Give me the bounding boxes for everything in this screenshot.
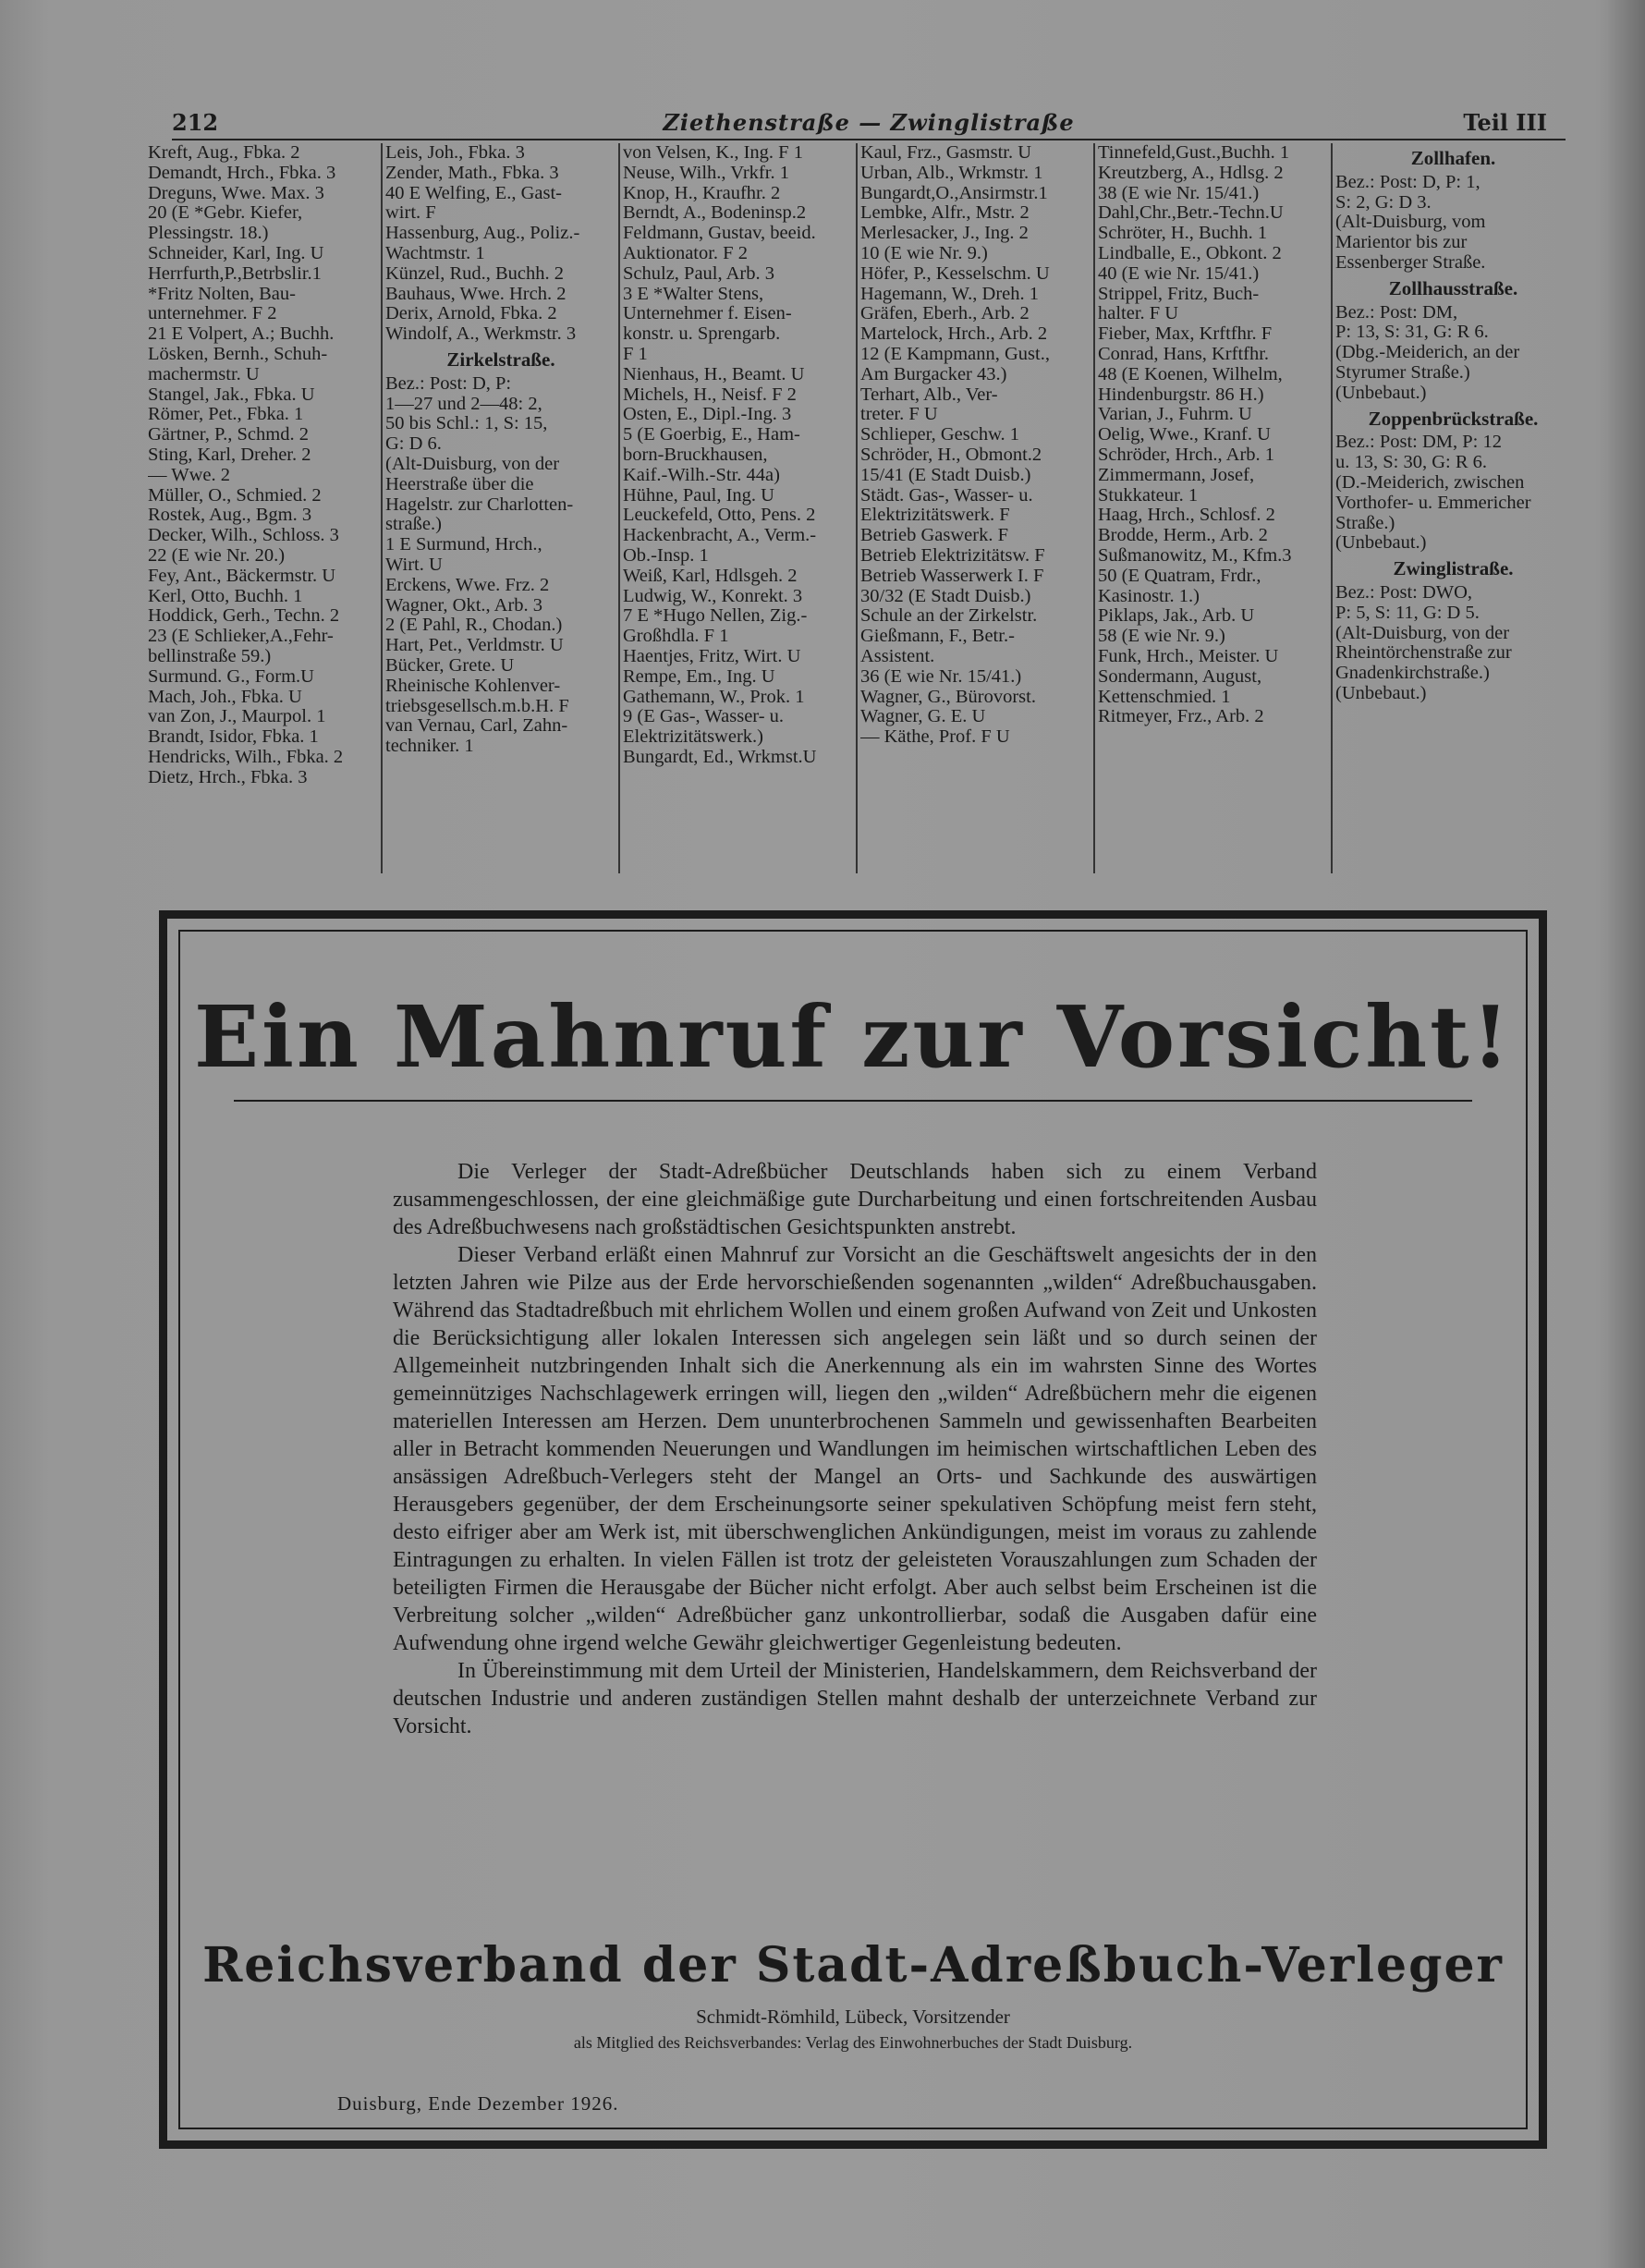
directory-entry: Zender, Math., Fbka. 3 (385, 163, 559, 183)
street-description: Vorthofer- u. Emmericher (1335, 493, 1531, 513)
directory-entry: unternehmer. F 2 (148, 304, 277, 324)
street-description: Hagelstr. zur Charlotten- (385, 494, 574, 515)
directory-entry: Conrad, Hans, Krftfhr. (1098, 344, 1270, 364)
running-title: Ziethenstraße — Zwinglistraße (663, 109, 1075, 136)
column-divider (856, 143, 858, 873)
directory-entry: Assistent. (860, 646, 935, 666)
directory-entry: 30/32 (E Stadt Duisb.) (860, 586, 1031, 606)
directory-entry: Michels, H., Neisf. F 2 (623, 384, 797, 405)
street-heading: Zirkelstraße. (446, 348, 555, 371)
notice-paragraph: Die Verleger der Stadt-Adreßbücher Deutschlands haben sich zu einem Verband zusammengeschlossen, der eine gleichmäßige gute Durcharbeitung und einen fortschreitenden Ausbau des Adreßbuchwesens nach großstädtischen Gesichtspunkten anstrebt. (393, 1160, 1317, 1239)
directory-entry: Betrieb Elektrizitätsw. F (860, 545, 1045, 566)
notice-paragraph: Dieser Verband erläßt einen Mahnruf zur Vorsicht an die Geschäftswelt angesichts der in den letzten Jahren wie Pilze aus der Erde hervorschießenden sogenannten „wilden“ Adreßbuchausgaben. Während das Stadtadreßbuch mit ehrlichem Wollen und einem großen Aufwand von Zeit und Unkosten die Berücksichtigung aller lokalen Interessen sich angelegen sein läßt und so durch seinen der Allgemeinheit nutzbringenden Inhalt sich die Anerkennung als ein im wahrsten Sinne des Wortes gemeinnütziges Nachschlagewerk erringen will, liegen den „wilden“ Adreßbüchern mehr die eigenen materiellen Interessen am Herzen. Dem ununterbrochenen Sammeln und gewissenhaften Bearbeiten aller in Betracht kommenden Neuerungen und Wandlungen im heimischen wirtschaftlichen Leben des ansässigen Adreßbuch-Verlegers steht der Mangel an Orts- und Sachkunde des auswärtigen Herausgebers gegenüber, der dem Erscheinungsorte seiner spekulativen Schöpfung meist fern steht, desto eifriger aber am Werk ist, mit überschwenglichen Ankündigungen, meist im voraus zu zahlende Eintragungen zu erhalten. In vielen Fällen ist trotz der geleisteten Vorauszahlungen zum Schaden der beteiligten Firmen die Herausgabe der Bücher nicht erfolgt. Aber auch selbst beim Erscheinen ist die Verbreitung solcher „wilden“ Adreßbücher ganz unkontrollierbar, sodaß die Ausgaben dafür eine Aufwendung ohne irgend welche Gewähr gleichwertiger Gegenleistung bedeuten. (393, 1243, 1317, 1655)
street-description: u. 13, S: 30, G: R 6. (1335, 453, 1488, 473)
directory-entry: Elektrizitätswerk. F (860, 506, 1010, 526)
street-heading: Zollhausstraße. (1388, 276, 1518, 299)
directory-entry: Wirt. U (385, 555, 443, 575)
directory-entry: Wagner, G., Bürovorst. (860, 687, 1036, 707)
street-description: (Unbebaut.) (1335, 533, 1427, 554)
directory-entry: Merlesacker, J., Ing. 2 (860, 224, 1029, 244)
directory-entry: 22 (E wie Nr. 20.) (148, 545, 286, 566)
directory-entry: Windolf, A., Werkmstr. 3 (385, 324, 577, 345)
directory-entry: 36 (E wie Nr. 15/41.) (860, 666, 1022, 687)
directory-entry: Hackenbracht, A., Verm.- (623, 526, 817, 546)
directory-entry: triebsgesellsch.m.b.H. F (385, 696, 569, 716)
street-heading: Zwinglistraße. (1393, 557, 1514, 580)
directory-entry: 20 (E *Gebr. Kiefer, (148, 203, 303, 224)
directory-entry: 7 E *Hugo Nellen, Zig.- (623, 606, 808, 627)
street-description: S: 2, G: D 3. (1335, 192, 1432, 213)
organization-name: Reichsverband der Stadt-Adreßbuch-Verleger (202, 1937, 1504, 1994)
street-description: Bez.: Post: D, P: (385, 373, 512, 394)
street-description: straße.) (385, 515, 442, 535)
column-divider (618, 143, 620, 873)
directory-entry: Hagemann, W., Dreh. 1 (860, 284, 1039, 304)
street-heading: Zoppenbrückstraße. (1368, 407, 1539, 430)
directory-entry: Auktionator. F 2 (623, 243, 748, 263)
directory-entry: Unternehmer f. Eisen- (623, 304, 792, 324)
column-divider (1331, 143, 1333, 873)
directory-entry: 21 E Volpert, A.; Buchh. (148, 324, 335, 345)
street-description: Bez.: Post: DM, (1335, 302, 1458, 323)
directory-entry: 9 (E Gas-, Wasser- u. (623, 707, 785, 727)
directory-entry: Sußmanowitz, M., Kfm.3 (1098, 545, 1292, 566)
directory-entry: Erckens, Wwe. Frz. 2 (385, 575, 550, 595)
directory-entry: Leuckefeld, Otto, Pens. 2 (623, 506, 816, 526)
directory-entry: Haag, Hrch., Schlosf. 2 (1098, 506, 1275, 526)
directory-entry: Derix, Arnold, Fbka. 2 (385, 304, 557, 324)
column-divider (1093, 143, 1095, 873)
directory-entry: Bungardt,O.,Ansirmstr.1 (860, 183, 1048, 203)
street-description: G: D 6. (385, 434, 442, 455)
directory-entry: Höfer, P., Kesselschm. U (860, 263, 1050, 284)
street-heading: Zollhafen. (1410, 147, 1496, 169)
directory-entry: Osten, E., Dipl.-Ing. 3 (623, 405, 792, 425)
directory-entry: Funk, Hrch., Meister. U (1098, 646, 1279, 666)
directory-entry: Weiß, Karl, Hdlsgeh. 2 (623, 566, 798, 586)
directory-entry: Oelig, Wwe., Kranf. U (1098, 425, 1271, 445)
directory-entry: *Fritz Nolten, Bau- (148, 284, 296, 304)
directory-entry: Schulz, Paul, Arb. 3 (623, 263, 774, 284)
directory-entry: Haentjes, Fritz, Wirt. U (623, 646, 801, 666)
column-divider (381, 143, 383, 873)
directory-entry: Gärtner, P., Schmd. 2 (148, 425, 309, 445)
directory-entry: Ludwig, W., Konrekt. 3 (623, 586, 803, 606)
directory-entry: Fey, Ant., Bäckermstr. U (148, 566, 336, 586)
directory-entry: Rostek, Aug., Bgm. 3 (148, 506, 312, 526)
directory-entry: Schule an der Zirkelstr. (860, 606, 1038, 627)
directory-entry: 38 (E wie Nr. 15/41.) (1098, 183, 1260, 203)
directory-entry: Demandt, Hrch., Fbka. 3 (148, 163, 336, 183)
directory-column-6 (1335, 143, 1571, 873)
directory-entry: Urban, Alb., Wrkmstr. 1 (860, 163, 1043, 183)
directory-entry: Fieber, Max, Krftfhr. F (1098, 324, 1273, 345)
directory-entry: Rheinische Kohlenver- (385, 676, 561, 696)
directory-entry: Lösken, Bernh., Schuh- (148, 344, 328, 364)
directory-entry: Neuse, Wilh., Vrkfr. 1 (623, 163, 789, 183)
directory-entry: Kreft, Aug., Fbka. 2 (148, 143, 300, 163)
directory-column-1 (148, 143, 379, 873)
directory-entry: 1 E Surmund, Hrch., (385, 535, 542, 555)
directory-entry: Ob.-Insp. 1 (623, 545, 709, 566)
directory-entry: Varian, J., Fuhrm. U (1098, 405, 1252, 425)
directory-entry: 40 E Welfing, E., Gast- (385, 183, 562, 203)
directory-entry: Schröter, H., Buchh. 1 (1098, 224, 1268, 244)
directory-entry: Kreutzberg, A., Hdlsg. 2 (1098, 163, 1284, 183)
directory-entry: Herrfurth,P.,Betrbslir.1 (148, 263, 322, 284)
directory-entry: Hindenburgstr. 86 H.) (1098, 384, 1264, 405)
directory-entry: Künzel, Rud., Buchh. 2 (385, 263, 565, 284)
chairman-line: Schmidt-Römhild, Lübeck, Vorsitzender (696, 2006, 1010, 2028)
street-description: (Alt-Duisburg, vom (1335, 213, 1486, 233)
directory-column-3 (623, 143, 854, 873)
directory-entry: Schröder, Hrch., Arb. 1 (1098, 445, 1275, 465)
directory-entry: Hühne, Paul, Ing. U (623, 485, 774, 506)
directory-column-4 (860, 143, 1091, 873)
directory-entry: 12 (E Kampmann, Gust., (860, 344, 1050, 364)
page-number: 212 (172, 109, 219, 136)
directory-column-5 (1098, 143, 1329, 873)
directory-entry: Hendricks, Wilh., Fbka. 2 (148, 747, 344, 767)
directory-entry: Kerl, Otto, Buchh. 1 (148, 586, 303, 606)
directory-entry: Decker, Wilh., Schloss. 3 (148, 526, 339, 546)
directory-entry: Nienhaus, H., Beamt. U (623, 364, 805, 384)
directory-entry: Wagner, Okt., Arb. 3 (385, 595, 543, 616)
directory-entry: von Velsen, K., Ing. F 1 (623, 143, 803, 163)
directory-entry: konstr. u. Sprengarb. (623, 324, 781, 345)
directory-entry: Brodde, Herm., Arb. 2 (1098, 526, 1268, 546)
street-description: 1—27 und 2—48: 2, (385, 394, 542, 414)
directory-entry: Gathemann, W., Prok. 1 (623, 687, 805, 707)
directory-entry: treter. F U (860, 405, 938, 425)
directory-entry: 15/41 (E Stadt Duisb.) (860, 465, 1031, 485)
directory-entry: Berndt, A., Bodeninsp.2 (623, 203, 807, 224)
street-description: (Unbebaut.) (1335, 683, 1427, 703)
street-description: (Alt-Duisburg, von der (1335, 623, 1510, 643)
directory-entry: 10 (E wie Nr. 9.) (860, 243, 988, 263)
street-description: Marientor bis zur (1335, 233, 1468, 253)
directory-entry: Kaul, Frz., Gasmstr. U (860, 143, 1032, 163)
directory-entry: — Käthe, Prof. F U (860, 727, 1010, 748)
directory-entry: Müller, O., Schmied. 2 (148, 485, 322, 506)
street-description: (Dbg.-Meiderich, an der (1335, 343, 1520, 363)
street-description: Bez.: Post: DM, P: 12 (1335, 433, 1502, 453)
directory-entry: Schneider, Karl, Ing. U (148, 243, 324, 263)
directory-entry: Surmund. G., Form.U (148, 666, 314, 687)
page-header (172, 105, 1566, 140)
directory-entry: Martelock, Hrch., Arb. 2 (860, 324, 1048, 345)
notice-box (159, 910, 1547, 2149)
directory-entry: born-Bruckhausen, (623, 445, 768, 465)
directory-entry: wirt. F (385, 203, 436, 224)
directory-entry: Mach, Joh., Fbka. U (148, 687, 302, 707)
directory-entry: 58 (E wie Nr. 9.) (1098, 627, 1225, 647)
place-date: Duisburg, Ende Dezember 1926. (337, 2092, 619, 2115)
directory-entry: F 1 (623, 344, 648, 364)
notice-title: Ein Mahnruf zur Vorsicht! (193, 987, 1513, 1087)
directory-entry: Zimmermann, Josef, (1098, 465, 1255, 485)
directory-entry: Stangel, Jak., Fbka. U (148, 384, 315, 405)
directory-entry: 23 (E Schlieker,A.,Fehr- (148, 627, 334, 647)
directory-entry: Betrieb Wasserwerk I. F (860, 566, 1044, 586)
directory-entry: van Zon, J., Maurpol. 1 (148, 707, 326, 727)
directory-entry: 2 (E Pahl, R., Chodan.) (385, 616, 563, 636)
directory-entry: Tinnefeld,Gust.,Buchh. 1 (1098, 143, 1290, 163)
page-edge-shadow (1608, 0, 1645, 2268)
directory-entry: 3 E *Walter Stens, (623, 284, 764, 304)
directory-entry: machermstr. U (148, 364, 260, 384)
directory-entry: Wachtmstr. 1 (385, 243, 485, 263)
directory-entry: Stukkateur. 1 (1098, 485, 1199, 506)
member-line: als Mitglied des Reichsverbandes: Verlag des Einwohnerbuches der Stadt Duisburg. (573, 2033, 1133, 2052)
directory-entry: Wagner, G. E. U (860, 707, 986, 727)
directory-entry: Piklaps, Jak., Arb. U (1098, 606, 1255, 627)
directory-entry: Elektrizitätswerk.) (623, 727, 763, 748)
street-description: Essenberger Straße. (1335, 252, 1486, 273)
directory-entry: 40 (E wie Nr. 15/41.) (1098, 263, 1260, 284)
directory-entry: Ritmeyer, Frz., Arb. 2 (1098, 707, 1264, 727)
title-underline (234, 1100, 1472, 1102)
street-description: Heerstraße über die (385, 474, 534, 494)
directory-entry: Dreguns, Wwe. Max. 3 (148, 183, 324, 203)
directory-entry: 5 (E Goerbig, E., Ham- (623, 425, 800, 445)
directory-entry: Hassenburg, Aug., Poliz.- (385, 224, 580, 244)
directory-entry: — Wwe. 2 (148, 465, 231, 485)
directory-entry: Rempe, Em., Ing. U (623, 666, 775, 687)
directory-entry: Römer, Pet., Fbka. 1 (148, 405, 304, 425)
directory-entry: Bauhaus, Wwe. Hrch. 2 (385, 284, 567, 304)
directory-entry: Dietz, Hrch., Fbka. 3 (148, 767, 308, 787)
directory-entry: Knop, H., Kraufhr. 2 (623, 183, 781, 203)
directory-entry: Kasinostr. 1.) (1098, 586, 1200, 606)
directory-entry: Lindballe, E., Obkont. 2 (1098, 243, 1282, 263)
directory-column-2 (385, 143, 616, 873)
directory-entry: Städt. Gas-, Wasser- u. (860, 485, 1033, 506)
street-description: Styrumer Straße.) (1335, 362, 1470, 383)
directory-columns (148, 143, 1571, 873)
street-description: Gnadenkirchstraße.) (1335, 664, 1490, 684)
directory-entry: Bücker, Grete. U (385, 655, 515, 676)
directory-entry: Leis, Joh., Fbka. 3 (385, 143, 525, 163)
directory-entry: Schlieper, Geschw. 1 (860, 425, 1020, 445)
directory-entry: Dahl,Chr.,Betr.-Techn.U (1098, 203, 1284, 224)
directory-entry: Sting, Karl, Dreher. 2 (148, 445, 311, 465)
directory-entry: Betrieb Gaswerk. F (860, 526, 1008, 546)
directory-entry: Kaif.-Wilh.-Str. 44a) (623, 465, 780, 485)
directory-entry: Lembke, Alfr., Mstr. 2 (860, 203, 1030, 224)
directory-entry: Terhart, Alb., Ver- (860, 384, 998, 405)
directory-entry: 50 (E Quatram, Frdr., (1098, 566, 1261, 586)
directory-entry: techniker. 1 (385, 737, 474, 757)
street-description: (Alt-Duisburg, von der (385, 454, 560, 474)
street-description: P: 13, S: 31, G: R 6. (1335, 323, 1489, 343)
directory-entry: Kettenschmied. 1 (1098, 687, 1231, 707)
directory-entry: Strippel, Fritz, Buch- (1098, 284, 1260, 304)
directory-entry: 48 (E Koenen, Wilhelm, (1098, 364, 1283, 384)
directory-entry: Gräfen, Eberh., Arb. 2 (860, 304, 1030, 324)
street-description: Bez.: Post: D, P: 1, (1335, 172, 1480, 192)
directory-entry: Hoddick, Gerh., Techn. 2 (148, 606, 340, 627)
street-description: Rheintörchenstraße zur (1335, 643, 1512, 664)
directory-entry: Feldmann, Gustav, beeid. (623, 224, 816, 244)
directory-entry: bellinstraße 59.) (148, 646, 272, 666)
street-description: Straße.) (1335, 513, 1395, 533)
directory-entry: halter. F U (1098, 304, 1179, 324)
directory-entry: Gießmann, F., Betr.- (860, 627, 1015, 647)
street-description: (D.-Meiderich, zwischen (1335, 472, 1525, 493)
directory-entry: Sondermann, August, (1098, 666, 1262, 687)
notice-paragraph: In Übereinstimmung mit dem Urteil der Ministerien, Handelskammern, dem Reichsverband der deutschen Industrie und anderen zuständigen Stellen mahnt deshalb der unterzeichnete Verband zur Vorsicht. (393, 1659, 1317, 1738)
street-description: (Unbebaut.) (1335, 383, 1427, 403)
directory-entry: Schröder, H., Obmont.2 (860, 445, 1042, 465)
directory-entry: Bungardt, Ed., Wrkmst.U (623, 747, 817, 767)
directory-entry: Hart, Pet., Verldmstr. U (385, 636, 564, 656)
part-label: Teil III (1463, 109, 1547, 136)
street-description: Bez.: Post: DWO, (1335, 582, 1473, 603)
notice-inner-frame (178, 930, 1528, 2129)
notice-body (393, 1158, 1317, 1740)
directory-entry: Brandt, Isidor, Fbka. 1 (148, 727, 319, 748)
directory-entry: van Vernau, Carl, Zahn- (385, 716, 568, 737)
directory-entry: Plessingstr. 18.) (148, 224, 269, 244)
directory-entry: Großhdla. F 1 (623, 627, 729, 647)
street-description: 50 bis Schl.: 1, S: 15, (385, 414, 548, 434)
street-description: P: 5, S: 11, G: D 5. (1335, 603, 1480, 623)
directory-entry: Am Burgacker 43.) (860, 364, 1007, 384)
